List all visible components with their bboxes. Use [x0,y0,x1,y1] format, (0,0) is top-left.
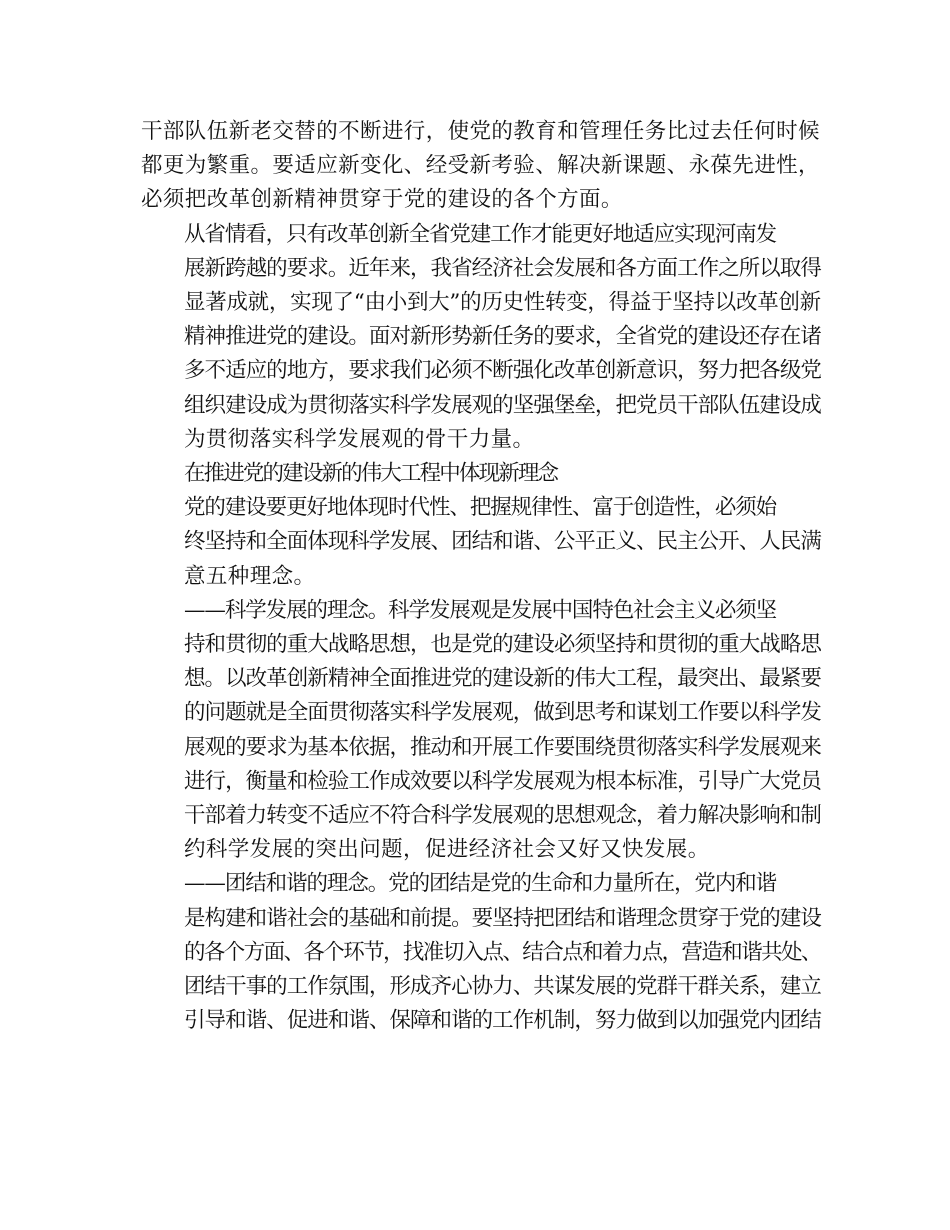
text-line: 终坚持和全面体现科学发展、团结和谐、公平正义、民主公开、人民满 [184,529,821,555]
text-line: 持和贯彻的重大战略思想，也是党的建设必须坚持和贯彻的重大战略思 [184,632,821,658]
text-line: 党的建设要更好地体现时代性、把握规律性、富于创造性，必须始 [184,495,777,521]
text-line: 从省情看，只有改革创新全省党建工作才能更好地适应实现河南发 [184,221,777,247]
text-line: 进行，衡量和检验工作成效要以科学发展观为根本标准，引导广大党员 [184,768,821,794]
paragraph [141,867,821,1038]
text-line: 精神推进党的建设。面对新形势新任务的要求，全省党的建设还存在诸 [184,324,821,350]
text-line: ——科学发展的理念。科学发展观是发展中国特色社会主义必须坚 [184,597,777,623]
paragraph [141,491,821,594]
paragraph [141,115,821,218]
paragraph [141,457,821,491]
text-line: 都更为繁重。要适应新变化、经受新考验、解决新课题、永葆先进性， [141,153,820,179]
text-line: 展观的要求为基本依据，推动和开展工作要围绕贯彻落实科学发展观来 [184,734,821,760]
text-line: 意五种理念。 [184,563,316,589]
text-line: ——团结和谐的理念。党的团结是党的生命和力量所在，党内和谐 [184,871,777,897]
text-line: 想。以改革创新精神全面推进党的建设新的伟大工程，最突出、最紧要 [184,666,821,692]
text-line: 是构建和谐社会的基础和前提。要坚持把团结和谐理念贯穿于党的建设 [184,905,821,931]
text-line: 显著成就，实现了“由小到大”的历史性转变，得益于坚持以改革创新 [184,290,821,316]
text-line: 干部着力转变不适应不符合科学发展观的思想观念，着力解决影响和制 [184,803,821,829]
paragraph [141,594,821,868]
text-line: 在推进党的建设新的伟大工程中体现新理念 [184,461,558,487]
text-line: 约科学发展的突出问题，促进经济社会又好又快发展。 [184,837,710,863]
paragraph [141,218,821,457]
text-line: 的各个方面、各个环节，找准切入点、结合点和着力点，营造和谐共处、 [184,939,821,965]
text-line: 多不适应的地方，要求我们必须不断强化改革创新意识，努力把各级党 [184,358,821,384]
document-body [141,115,821,1038]
text-line: 组织建设成为贯彻落实科学发展观的坚强堡垒，把党员干部队伍建设成 [184,392,821,418]
text-line: 必须把改革创新精神贯穿于党的建设的各个方面。 [141,187,623,213]
text-line: 干部队伍新老交替的不断进行，使党的教育和管理任务比过去任何时候 [141,119,820,144]
text-line: 的问题就是全面贯彻落实科学发展观，做到思考和谋划工作要以科学发 [184,700,821,726]
text-line: 引导和谐、促进和谐、保障和谐的工作机制，努力做到以加强党内团结 [184,1008,821,1034]
text-line: 展新跨越的要求。近年来，我省经济社会发展和各方面工作之所以取得 [184,255,821,281]
text-line: 为贯彻落实科学发展观的骨干力量。 [184,426,535,452]
text-line: 团结干事的工作氛围，形成齐心协力、共谋发展的党群干群关系，建立 [184,974,821,1000]
